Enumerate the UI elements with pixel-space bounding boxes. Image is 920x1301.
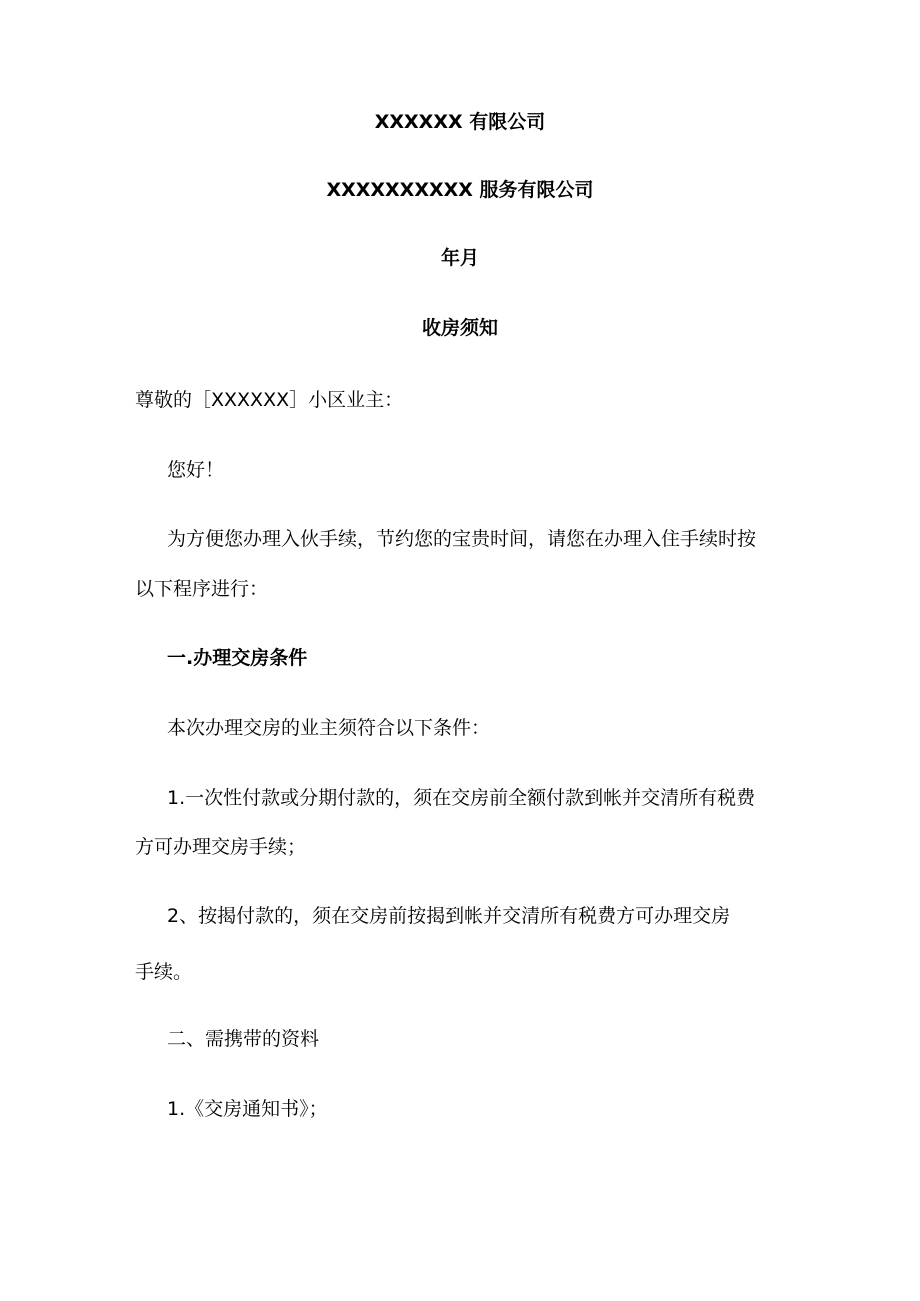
condition-item-2-line-2: 手续。 (135, 961, 193, 983)
condition-item-1-line-1: 1.一次性付款或分期付款的，须在交房前全额付款到帐并交清所有税费 (167, 787, 756, 809)
date-line: 年月 (440, 247, 479, 269)
section-2-heading: 二、需携带的资料 (167, 1028, 320, 1050)
greeting: 您好！ (167, 459, 225, 481)
salutation: 尊敬的［XXXXXX］小区业主： (135, 389, 404, 411)
document-title: 收房须知 (421, 317, 498, 339)
condition-item-2-line-1: 2、按揭付款的，须在交房前按揭到帐并交清所有税费方可办理交房 (167, 905, 731, 927)
condition-item-1-line-2: 方可办理交房手续； (135, 836, 307, 858)
company-name-2: XXXXXXXXXX 服务有限公司 (326, 179, 594, 201)
section-1-lead: 本次办理交房的业主须符合以下条件： (167, 717, 491, 739)
intro-paragraph-line-2: 以下程序进行： (135, 578, 269, 600)
document-item-1: 1.《交房通知书》； (167, 1098, 328, 1120)
section-1-heading: 一.办理交房条件 (167, 647, 308, 669)
intro-paragraph-line-1: 为方便您办理入伙手续，节约您的宝贵时间，请您在办理入住手续时按 (167, 528, 757, 550)
company-name-1: XXXXXX 有限公司 (374, 111, 546, 133)
